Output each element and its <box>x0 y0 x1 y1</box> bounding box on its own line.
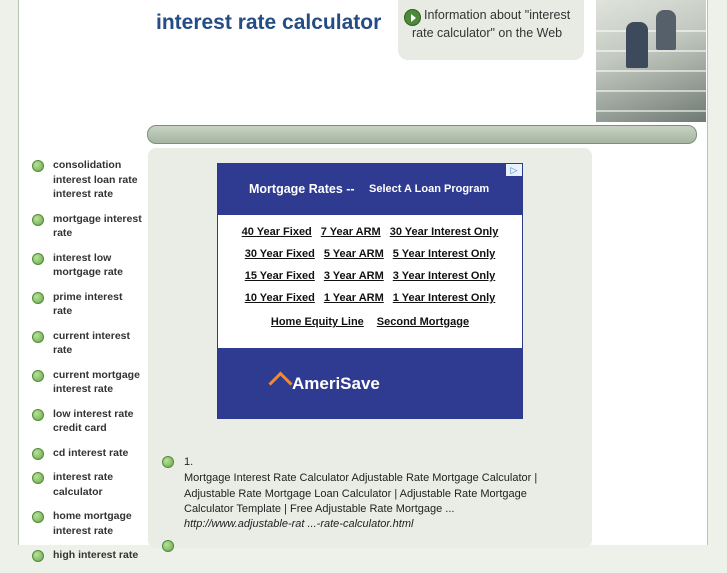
sidebar-item-label: high interest rate <box>53 549 139 561</box>
sidebar-item[interactable] <box>30 251 142 280</box>
ad-brand: AmeriSave <box>292 374 380 393</box>
sidebar-item[interactable] <box>30 290 142 319</box>
ad-subheading: Select A Loan Program <box>369 183 490 195</box>
ad-link[interactable]: Second Mortgage <box>376 316 470 328</box>
ad-link[interactable]: 10 Year Fixed <box>244 292 315 304</box>
sidebar-item-label: current interest rate <box>53 329 131 356</box>
ad-link[interactable]: 30 Year Fixed <box>244 248 315 260</box>
info-box <box>398 0 584 60</box>
sidebar-item[interactable] <box>30 158 142 202</box>
bullet-icon <box>32 409 44 421</box>
sidebar-item[interactable] <box>30 407 142 436</box>
bullet-icon <box>32 292 44 304</box>
bullet-icon <box>162 540 174 552</box>
sidebar-item-label: low interest rate credit card <box>53 407 134 434</box>
ad-links <box>218 226 522 338</box>
ad-heading: Mortgage Rates -- <box>249 182 355 196</box>
ad-row <box>218 292 522 314</box>
sidebar-item-label: mortgage interest rate <box>53 212 142 239</box>
sidebar-item-label: cd interest rate <box>53 446 129 459</box>
sidebar <box>30 158 142 573</box>
ad-link[interactable]: 3 Year Interest Only <box>392 270 496 282</box>
ad-row <box>218 270 522 292</box>
ad-link[interactable]: 1 Year ARM <box>323 292 384 304</box>
sidebar-item[interactable] <box>30 509 142 538</box>
bullet-icon <box>32 511 44 523</box>
sidebar-item-label: interest low mortgage rate <box>53 251 124 278</box>
sidebar-item-label: interest rate calculator <box>53 471 114 498</box>
ad-link[interactable]: 3 Year ARM <box>323 270 384 282</box>
ad-row <box>218 316 522 338</box>
sidebar-item-label: consolidation interest loan rate interest rate <box>53 159 138 200</box>
ad-link[interactable]: 5 Year ARM <box>323 248 384 260</box>
ad-link[interactable]: 40 Year Fixed <box>241 226 312 238</box>
page-title: interest rate calculator <box>156 11 382 34</box>
result-title[interactable]: Mortgage Interest Rate Calculator Adjustable Rate Mortgage Calculator | Adjustable Rate Mortgage Loan Calculator | Adjustable Rate Mortgage Calculator Template | Free Adjustable Rate Mortgage ... <box>184 472 538 515</box>
bullet-icon <box>32 253 44 265</box>
bullet-icon <box>32 331 44 343</box>
result-number: 1. <box>184 456 194 468</box>
ad-link[interactable]: 1 Year Interest Only <box>392 292 496 304</box>
mortgage-ad <box>217 163 523 419</box>
bullet-icon <box>32 448 44 460</box>
ad-header <box>218 164 522 215</box>
ad-row <box>218 248 522 270</box>
bullet-icon <box>32 550 44 562</box>
sidebar-item-label: home mortgage interest rate <box>53 510 132 537</box>
bullet-icon <box>32 160 44 172</box>
sidebar-item-label: current mortgage interest rate <box>53 368 140 395</box>
sidebar-item[interactable] <box>30 212 142 241</box>
amerisave-logo-icon <box>268 371 292 395</box>
sidebar-item[interactable] <box>30 329 142 358</box>
result-url[interactable]: http://www.adjustable-rat ...-rate-calculator.html <box>184 518 414 530</box>
person-figure <box>656 10 676 50</box>
info-text: Information about "interest rate calculator" on the Web <box>412 8 571 40</box>
person-figure <box>626 22 648 68</box>
sidebar-item-label: prime interest rate <box>53 290 123 317</box>
sidebar-item[interactable] <box>30 548 142 563</box>
bullet-icon <box>32 214 44 226</box>
header-divider-bar <box>147 125 697 144</box>
ad-footer[interactable] <box>218 348 522 418</box>
header-photo <box>596 0 706 122</box>
amerisave-logo[interactable] <box>292 374 380 394</box>
ad-link[interactable]: 30 Year Interest Only <box>389 226 499 238</box>
sidebar-item[interactable] <box>30 368 142 397</box>
bullet-icon <box>162 456 174 468</box>
ad-link[interactable]: 5 Year Interest Only <box>392 248 496 260</box>
sidebar-item[interactable] <box>30 470 142 499</box>
ad-link[interactable]: Home Equity Line <box>270 316 364 328</box>
ad-row <box>218 226 522 248</box>
bullet-icon <box>32 472 44 484</box>
bullet-icon <box>32 370 44 382</box>
sidebar-item[interactable] <box>30 446 142 461</box>
ad-link[interactable]: 15 Year Fixed <box>244 270 315 282</box>
adchoices-icon[interactable]: ▷ <box>506 164 522 176</box>
ad-link[interactable]: 7 Year ARM <box>320 226 381 238</box>
